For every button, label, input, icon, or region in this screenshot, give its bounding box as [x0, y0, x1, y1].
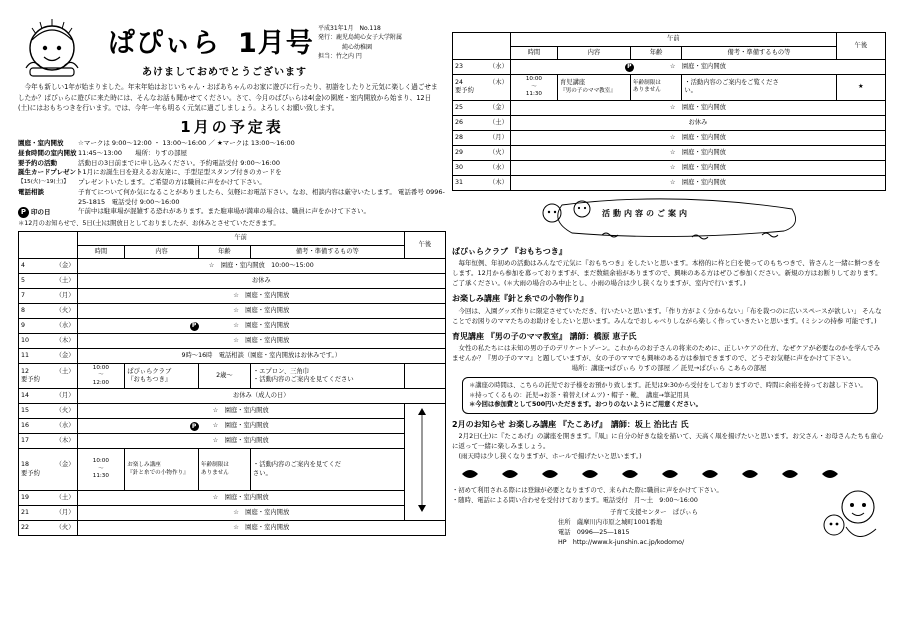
table-row: 11 （金） 9時〜16時 電話相談（園庭・室内開放はお休みです。）: [19, 348, 446, 363]
schedule-title: 1月の予定表: [180, 117, 284, 136]
info-text: 午前中は駐車場が混雑する恐れがあります。また駐車場が満車の場合は、職員に声をかけて下さい。: [78, 207, 370, 216]
header-time: 時間: [77, 245, 125, 258]
fee-notice: ＊今回は参加費として500円いただきます。おつりのないようにご用意ください。: [469, 401, 702, 409]
homepage-link[interactable]: HP http://www.k-junshin.ac.jp/kodomo/: [558, 538, 685, 546]
double-arrow-icon: [407, 405, 437, 515]
row-text: ☆ 園庭・室内開放: [77, 404, 404, 419]
header-age: 年齢: [630, 47, 681, 60]
table-row: 15 （火） ☆ 園庭・室内開放: [19, 404, 446, 419]
info-label: 要予約の活動: [18, 158, 57, 167]
row-text: ☆ 園庭・室内開放: [510, 130, 885, 145]
header-notes: 備考・準備するもの等: [682, 47, 836, 60]
row-text: ☆ 園庭・室内開放: [77, 434, 404, 449]
activity-body: 毎年恒例、年初めの活動はみんなで元気に『おもちつき』をしたいと思います。本格的に杵と臼を使ってのもちつきで、皆さんと一緒に餅つきをします。12月から参加を募っておりますが、まだ数組余裕がありますので、興味のある方はぜひご参加ください。新規の方はお断りしております。ご了承ください。(＊大雨の場合のみ中止とし、小雨の場合は少し狭くなりますが、室内で行います。): [452, 259, 882, 288]
row-text: ☆ 園庭・室内開放: [510, 160, 885, 175]
info-text: 11:45〜13:00 場所：りすの部屋: [78, 148, 187, 157]
event-age: 2歳〜: [198, 363, 250, 389]
table-row: 25 （金） ☆ 園庭・室内開放: [453, 100, 886, 115]
table-row: 14 （月） お休み（成人の日）: [19, 389, 446, 404]
mascot-cartoon: [816, 485, 886, 547]
info-row-lunch: [18, 149, 446, 159]
parking-icon: P: [625, 63, 634, 72]
row-text: ☆ 園庭・室内開放: [510, 100, 885, 115]
header-notes: 備考・準備するもの等: [250, 245, 404, 258]
row-text: ☆ 園庭・室内開放: [233, 321, 290, 329]
activity-title: 2月のお知らせ お楽しみ講座 『たこあげ』 講師：坂上 治比古 氏: [452, 419, 689, 429]
header-pm: 午後: [836, 33, 885, 60]
table-row: 30 （水） ☆ 園庭・室内開放: [453, 160, 886, 175]
activity-title: お楽しみ講座『針と糸での小物作り』: [452, 294, 588, 304]
issue-date: 平成31年1月 No.118: [318, 25, 381, 32]
header-content: 内容: [558, 47, 631, 60]
activity-body: 女性の私たちには未知の男の子のデリケートゾーン。これからのお子さんの将来のために、正しいケアの仕方、なぜケアが必要なのかを学んでみませんか？『男の子のママ』と題していますが、女の子のママでも興味のある方は参加できますので、どうぞお気軽に声をかけて下さい。: [452, 344, 881, 363]
activities-banner-title: 活動内容のご案内: [602, 208, 690, 218]
schedule-info: [18, 139, 446, 229]
info-row-phone: [18, 188, 446, 208]
table-row-event-12: 12 （土） 要予約 10:00 〜 12:00 ぱぴぃらクラブ 『おもちつき』 2歳〜 ・エプロン、三角巾 ・活動内容のご案内を見てください: [19, 363, 446, 389]
table-row: 16 （水） P ☆ 園庭・室内開放: [19, 419, 446, 434]
editor: 担当：竹之内 円: [318, 52, 362, 60]
issue-month: 1月号: [238, 28, 314, 59]
greeting-title: あけましておめでとうございます: [142, 67, 307, 78]
table-row: 31 （木） ☆ 園庭・室内開放: [453, 175, 886, 190]
phone: 電話 0996―25―1815: [558, 528, 630, 536]
activities-banner: [452, 195, 886, 241]
info-label: 印の日: [31, 208, 51, 217]
header-am: 午前: [510, 33, 836, 47]
newsletter-title: [108, 26, 314, 61]
table-row: 19 （土） ☆ 園庭・室内開放: [19, 490, 446, 505]
header-am: 午前: [77, 231, 404, 245]
reservation-required: 要予約: [21, 376, 40, 384]
info-row-reservation: [18, 159, 446, 169]
row-text: ☆ 園庭・室内開放: [77, 505, 445, 520]
birthday-period: 【15(火)〜19(土)】: [18, 179, 69, 186]
activity-title: ぱぴぃらクラブ 『おもちつき』: [452, 246, 567, 256]
row-text: ☆ 園庭・室内開放: [77, 333, 445, 348]
divider-decoration: [452, 467, 886, 481]
header-blank: [453, 33, 511, 60]
january-schedule-table: [18, 231, 446, 536]
event-name: お楽しみ講座: [127, 462, 161, 468]
row-text: ☆ 園庭・室内開放: [77, 490, 404, 505]
parking-icon: P: [190, 422, 199, 431]
table-row: 9 （水） P ☆ 園庭・室内開放: [19, 318, 446, 333]
row-text: ☆ 園庭・室内開放: [510, 175, 885, 190]
header-pm: 午後: [404, 231, 445, 258]
info-text: 1月にお誕生日を迎えるお友達に、手型足型スタンプ付きのカードを: [82, 168, 282, 177]
parking-icon: P: [18, 207, 29, 218]
left-column: [18, 18, 446, 536]
info-text: 活動日の3日前までに申し込みください。予約電話受付 9:00〜16:00: [78, 158, 281, 167]
publication-info: [318, 24, 402, 61]
table-row: 22 （火） ☆ 園庭・室内開放: [19, 520, 446, 535]
footer-notes: ・初めて利用される際には登録が必要となりますので、来られた際に職員に声をかけて下さい。 ・随時、電話による問い合わせを受付けております。電話受付 月〜土 9:00〜16:00: [452, 487, 723, 505]
event-subtitle: 『おもちつき』: [127, 376, 172, 384]
masthead: [18, 18, 446, 80]
row-text: ☆ 園庭・室内開放 10:00〜15:00: [77, 258, 445, 273]
info-text: 子育てについて何か気になることがありましたら、気軽にお電話下さい。なお、相談内容は厳守いたします。 電話番号 0996-25-1815 電話受付 9:00〜16:00: [78, 187, 445, 206]
table-row: 29 （火） ☆ 園庭・室内開放: [453, 145, 886, 160]
table-row: 23 （水） P ☆ 園庭・室内開放: [453, 60, 886, 75]
row-text: お休み（成人の日）: [77, 389, 445, 404]
activity-note: (雨天時は少し狭くなりますが、ホールで揚げたいと思います。): [458, 452, 642, 461]
reservation-required: 要予約: [21, 469, 40, 477]
center-name: 子育て支援センター ぱぴぃら: [610, 509, 698, 517]
info-row-open: [18, 139, 446, 149]
row-text: ☆ 園庭・室内開放: [510, 145, 885, 160]
row-text: ☆ 園庭・室内開放: [77, 520, 445, 535]
table-row: 10 （木） ☆ 園庭・室内開放: [19, 333, 446, 348]
publisher: 発行：鹿児島純心女子大学附属: [318, 34, 403, 42]
activity-place: 場所：講座→ぱぴぃら りすの部屋 ／ 託児→ぱぴぃら こあらの部屋: [571, 364, 767, 373]
table-row: 4 （金） ☆ 園庭・室内開放 10:00〜15:00: [19, 258, 446, 273]
mascot-illustration: [22, 18, 82, 78]
greeting-body: 今年も新しい1年が始まりました。年末年始はおじいちゃん・おばあちゃんのお家に遊びに行ったり、初詣をしたりと元気に楽しく過ごせましたか？ぱぴぃらに遊びに来た時には、そんなお話も聞かせてください。さて、今月のぱぴぃらは4(金)の園庭・室内開放から始まり、12日(土)にはおもちつきを行います。では、今年一年も明るく元気に過ごしましょう。よろしくお願い致します。: [18, 83, 438, 113]
activity-body: 今回は、入園グッズ作りに限定させていただき、行いたいと思います。「作り方がよく分からない」「布を裁つのに広いスペースが欲しい」 そんなことでお困りのママたちのお助けをしたいと思います。みんなでおしゃべりしながら楽しく作っていきたいと思います。(ミシンの持参 可能です。): [452, 306, 882, 325]
table-row: 21 （月） ☆ 園庭・室内開放: [19, 505, 446, 520]
row-text: お休み: [77, 273, 445, 288]
info-label: 園庭・室内開放: [18, 139, 64, 148]
table-row-event-18: 18 （金） 要予約 10:00 〜 11:30 お楽しみ講座 『針と糸での小物作り』 年齢制限は ありません ・活動内容のご案内を見てくだ さい。: [19, 449, 446, 490]
table-row-event-24: 24 （木） 要予約 10:00 〜 11:30 育児講座 『男の子のママ教室』 年齢制限は ありません ・活動内容のご案内をご覧くださ い。 ★: [453, 75, 886, 101]
info-label: 誕生カードプレゼント: [18, 168, 83, 177]
event-subtitle: 『男の子のママ教室』: [560, 87, 616, 94]
activities-section: [452, 246, 886, 462]
brand-name: ぱぴぃら: [108, 28, 220, 59]
reservation-required: 要予約: [455, 87, 474, 95]
table-row: 26 （土） お休み: [453, 115, 886, 130]
info-row-parking: [18, 207, 446, 218]
activity-title: 育児講座 『男の子のママ教室』 講師：橋原 恵子氏: [452, 331, 637, 341]
row-text: ☆ 園庭・室内開放: [212, 422, 269, 430]
january-schedule-table-continued: [452, 32, 886, 191]
table-row: 28 （月） ☆ 園庭・室内開放: [453, 130, 886, 145]
table-row: 7 （月） ☆ 園庭・室内開放: [19, 288, 446, 303]
pm-star: ★: [836, 75, 885, 101]
publisher-line2: 純心幼稚園: [342, 43, 373, 51]
pm-arrow: [404, 404, 445, 520]
row-text: ☆ 園庭・室内開放: [669, 62, 726, 70]
info-text: プレゼントいたします。ご希望の方は職員に声をかけて下さい。: [78, 178, 266, 187]
activity-body: 2月2日(土)に『たこあげ』の講座を開きます。『凧』に自分の好きな絵を描いて、天高く凧を揚げたいと思います。お父さん・お母さんたちも童心に返って一緒に楽しみましょう。: [452, 432, 884, 451]
event-name: 育児講座: [560, 79, 586, 87]
header-blank: [19, 231, 78, 258]
info-label: 電話相談: [18, 187, 44, 196]
row-text: 9時〜16時 電話相談（園庭・室内開放はお休みです。）: [77, 348, 445, 363]
row-text: お休み: [510, 115, 885, 130]
info-row-birthday: [18, 168, 446, 178]
info-text: ☆マークは 9:00〜12:00 ・ 13:00〜16:00 ／ ★マークは 13:00〜16:00: [78, 139, 295, 148]
info-row-birthday-2: [18, 178, 446, 188]
header-content: 内容: [125, 245, 199, 258]
header-age: 年齢: [198, 245, 250, 258]
row-text: ☆ 園庭・室内開放: [77, 288, 445, 303]
parking-icon: P: [190, 322, 199, 331]
table-row: 8 （火） ☆ 園庭・室内開放: [19, 303, 446, 318]
schedule-notice: ＊12月のお知らせで、5日(土)は開放日としておりましたが、お休みとさせていただきます。: [18, 220, 280, 228]
event-name: ぱぴぃらクラブ: [127, 367, 172, 375]
table-row: 17 （木） ☆ 園庭・室内開放: [19, 434, 446, 449]
header-time: 時間: [510, 47, 557, 60]
table-row: 5 （土） お休み: [19, 273, 446, 288]
event-subtitle: 『針と糸での小物作り』: [127, 469, 189, 476]
info-label: 昼食時間の室内開放: [18, 148, 77, 157]
right-column: [452, 32, 886, 547]
row-text: ☆ 園庭・室内開放: [77, 303, 445, 318]
address: 住所 薩摩川内市原之城町1001番地: [558, 519, 663, 527]
lecture-notes-box: ＊講座の時間は、こちらの託児でお子様をお預かり致します。託児は9:30から受付をしておりますので、時間に余裕を持ってお越し下さい。 ＊持ってくるもの：託児→お茶・着替え(オムツ)・帽子・靴、 講座→筆記用具 ＊今回は参加費として500円いただきます。おつりのないようにご用意ください。: [462, 377, 878, 413]
